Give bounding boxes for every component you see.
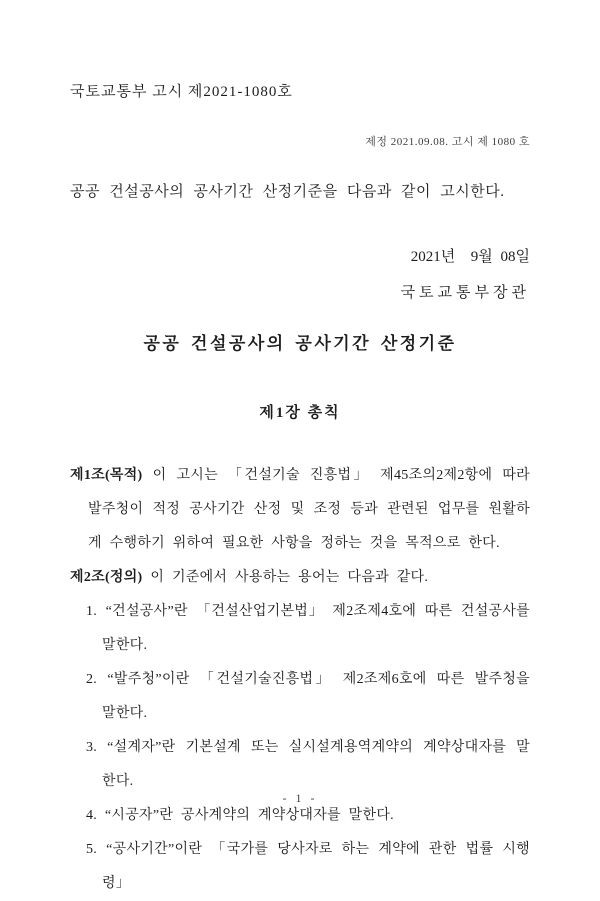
definition-item-3: 3. “설계자”란 기본설계 또는 실시설계용역계약의 계약상대자를 말한다. xyxy=(86,740,530,789)
article-2 xyxy=(70,561,530,595)
definition-item-4: 4. “시공자”란 공사계약의 계약상대자를 말한다. xyxy=(86,808,394,823)
article-2-text: 이 기준에서 사용하는 용어는 다음과 같다. xyxy=(142,570,429,585)
definition-item-2: 2. “발주청”이란 「건설기술진흥법」 제2조제6호에 따른 발주청을 말한다. xyxy=(86,672,530,721)
article-1 xyxy=(70,459,530,561)
article-2-label: 제2조(정의) xyxy=(70,570,143,585)
document-body xyxy=(70,459,530,901)
page-number: - 1 - xyxy=(282,791,318,805)
article-1-text: 이 고시는 「건설기술 진흥법」 제45조의2제2항에 따라 발주청이 적정 공사기간 산정 및 조정 등과 관련된 업무를 원활하게 수행하기 위하여 필요한 사항을 정하는 것을 목적으로 한다. xyxy=(88,468,530,551)
issuer: 국토교통부장관 xyxy=(400,285,530,301)
intro-paragraph: 공공 건설공사의 공사기간 산정기준을 다음과 같이 고시한다. xyxy=(70,184,505,200)
definition-item-1: 1. “건설공사”란 「건설산업기본법」 제2조제4호에 따른 건설공사를 말한다. xyxy=(86,604,530,653)
revision-info: 제정 2021.09.08. 고시 제 1080 호 xyxy=(365,136,530,148)
definition-item-5: 5. “공사기간”이란 「국가를 당사자로 하는 계약에 관한 법률 시행령」 xyxy=(86,842,530,891)
notice-number: 국토교통부 고시 제2021-1080호 xyxy=(70,84,293,100)
issue-date: 2021년 9월 08일 xyxy=(410,249,530,265)
article-1-label: 제1조(목적) xyxy=(70,468,143,483)
document-title: 공공 건설공사의 공사기간 산정기준 xyxy=(143,334,457,353)
chapter-heading: 제1장 총칙 xyxy=(259,405,341,421)
definitions-list xyxy=(86,595,530,901)
